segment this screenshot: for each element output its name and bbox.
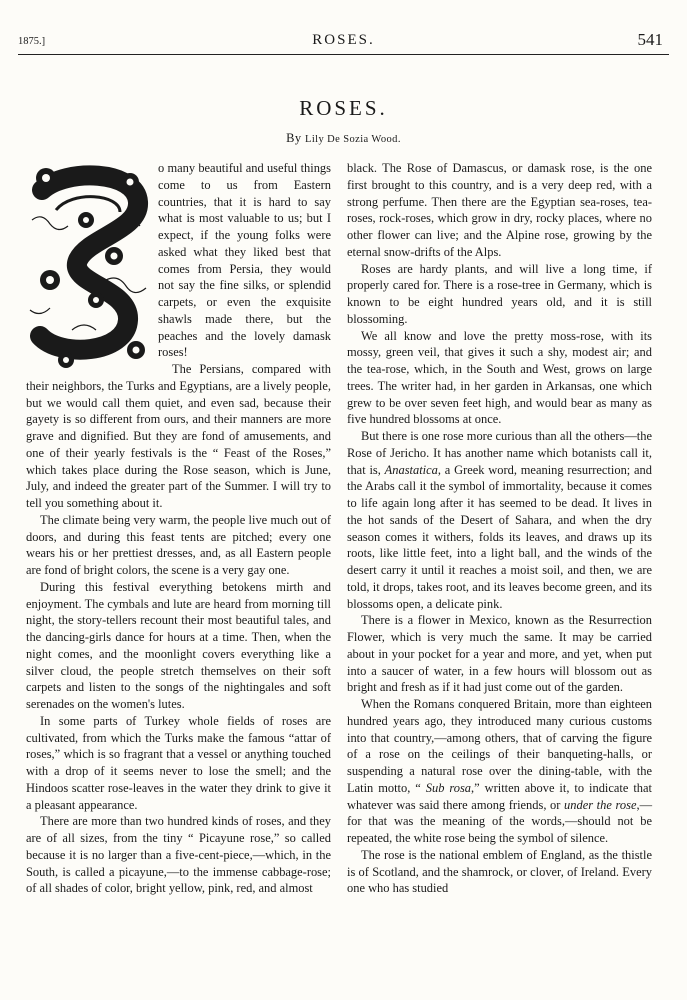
paragraph: The climate being very warm, the people live much out of doors, and during this feast tents are pitched; every one wears his or her prettiest dresses, and, as all Eastern people are fond of bright colors, the scene is a very gay one.	[26, 512, 331, 577]
running-head	[0, 30, 687, 54]
text-run: ,—for that was the meaning of the words,—should not be repeated, the white rose being the symbol of silence.	[347, 797, 653, 845]
italic-term: Anastatica	[384, 462, 438, 477]
italic-term: under the rose	[564, 797, 637, 812]
running-head-title: ROSES.	[312, 32, 375, 48]
paragraph: The Persians, compared with their neighbors, the Turks and Egyptians, are a lively people, but we would call them quiet, and even sad, because their gayety is so different from ours, and their manners are more grave and dignified. But they are fond of amusements, and one of their yearly festivals is the “ Feast of the Roses,” which takes place during the Rose season, which is June, July, and indeed the greater part of the Summer. I will try to tell you something about it.	[26, 362, 331, 510]
byline	[0, 131, 687, 146]
text-run: , a Greek word, meaning resurrection; and the Arabs call it the symbol of immortality, because it comes to life again long after it has seemed to be dead. It lives in the hot sands of the Desert of Sahara, and when the dry season comes it withers, folds its leaves, and draws up its roots, like little feet, into a light ball, and the winds of the desert carry it until it reaches a moist soil, and then, we are told, it drops, takes root, and its leaves become green, and its blossoms open, a delicate pink.	[347, 462, 652, 611]
paragraph: During this festival everything betokens mirth and enjoyment. The cymbals and lute are heard from morning till night, the story-tellers recount their most beautiful tales, and the dancing-girls dance for hours at a time. Then, when the night comes, and the moonlight covers everything like a silver cloud, the people stretch themselves on their soft carpets and listen to the songs of the nightingales and soft serenades on the women's lutes.	[26, 579, 331, 711]
left-column	[26, 160, 331, 897]
paragraph: There is a flower in Mexico, known as the Resurrection Flower, which is very much the same. It may be carried about in your pocket for a year and more, and yet, when put into a saucer of water, in a few hours will blossom out as bright and fresh as if it had just come out of the garden.	[347, 613, 652, 695]
paragraph	[347, 696, 652, 847]
paragraph: Roses are hardy plants, and will live a long time, if properly cared for. There is a rose-tree in Germany, which is known to be eight hundred years old, and it is still blossoming.	[347, 261, 652, 326]
italic-term: Sub rosa	[425, 780, 472, 795]
paragraph: In some parts of Turkey whole fields of roses are cultivated, from which the Turks make the famous “attar of roses,” which is so fragrant that a vessel or anything touched with a drop of it seems never to lose the smell; and the Hindoos scatter rose-leaves in the water they drink to give it a pleasant appearance.	[26, 713, 331, 812]
header-rule	[18, 54, 669, 55]
byline-author: Lily De Sozia Wood.	[305, 134, 401, 145]
page-number: 541	[637, 30, 663, 49]
paragraph: The rose is the national emblem of England, as the thistle is of Scotland, and the shamrock, or clover, of Ireland. Every one who has studied	[347, 847, 652, 896]
byline-by: By	[286, 131, 302, 145]
paragraph: There are more than two hundred kinds of roses, and they are of all sizes, from the tiny “ Picayune rose,” so called because it is no larger than a five-cent-piece,—which, in the South, is called a picayune,—to the immense cabbage-rose; of all shades of color, bright yellow, pink, red, and almost	[26, 814, 331, 896]
text-run: When the Romans conquered Britain, more than eighteen hundred years ago, they introduced many curious customs into that country,—among others, that of carving the figure of a rose on the ceilings of their banqueting-halls, or suspending a natural rose over the dining-table, with the Latin motto, “	[347, 697, 652, 795]
text-run: ,” written above it, to indicate that whatever was said there among friends, or	[347, 780, 652, 812]
right-column	[347, 160, 652, 897]
paragraph	[347, 428, 652, 612]
paragraph: black. The Rose of Damascus, or damask rose, is the one first brought to this country, and is a very deep red, with a strong perfume. Then there are the Egyptian sea-roses, tea-roses, rock-roses, which grow in dry, rocky places, where no other flower can live; and the Alpine rose, growing by the eternal snow-drifts of the Alps.	[347, 161, 652, 259]
article-title: ROSES.	[299, 96, 388, 120]
paragraph: We all know and love the pretty moss-rose, with its mossy, green veil, that gives it such a shy, modest air; and the tea-rose, which, in the South and West, grows on large trees. The writer had, in her garden in Arkansas, one which grew to be over seven feet high, and would bear as many as five hundred blossoms at once.	[347, 328, 652, 427]
paragraph: o many beautiful and useful things come to us from Eastern countries, that it is hard to say what is most valuable to us; but I expect, if the young folks were asked what they liked best that comes from Persia, they would not say the fine silks, or splendid carpets, or even the exquisite shawls made there, but the peaches and the lovely damask roses!	[158, 161, 331, 360]
running-head-date: 1875.]	[18, 36, 46, 47]
ornamental-drop-cap-s-icon	[26, 160, 154, 372]
text-run: But there is one rose more curious than all the others—the Rose of Jericho. It has another name which botanists call it, that is,	[347, 429, 652, 477]
